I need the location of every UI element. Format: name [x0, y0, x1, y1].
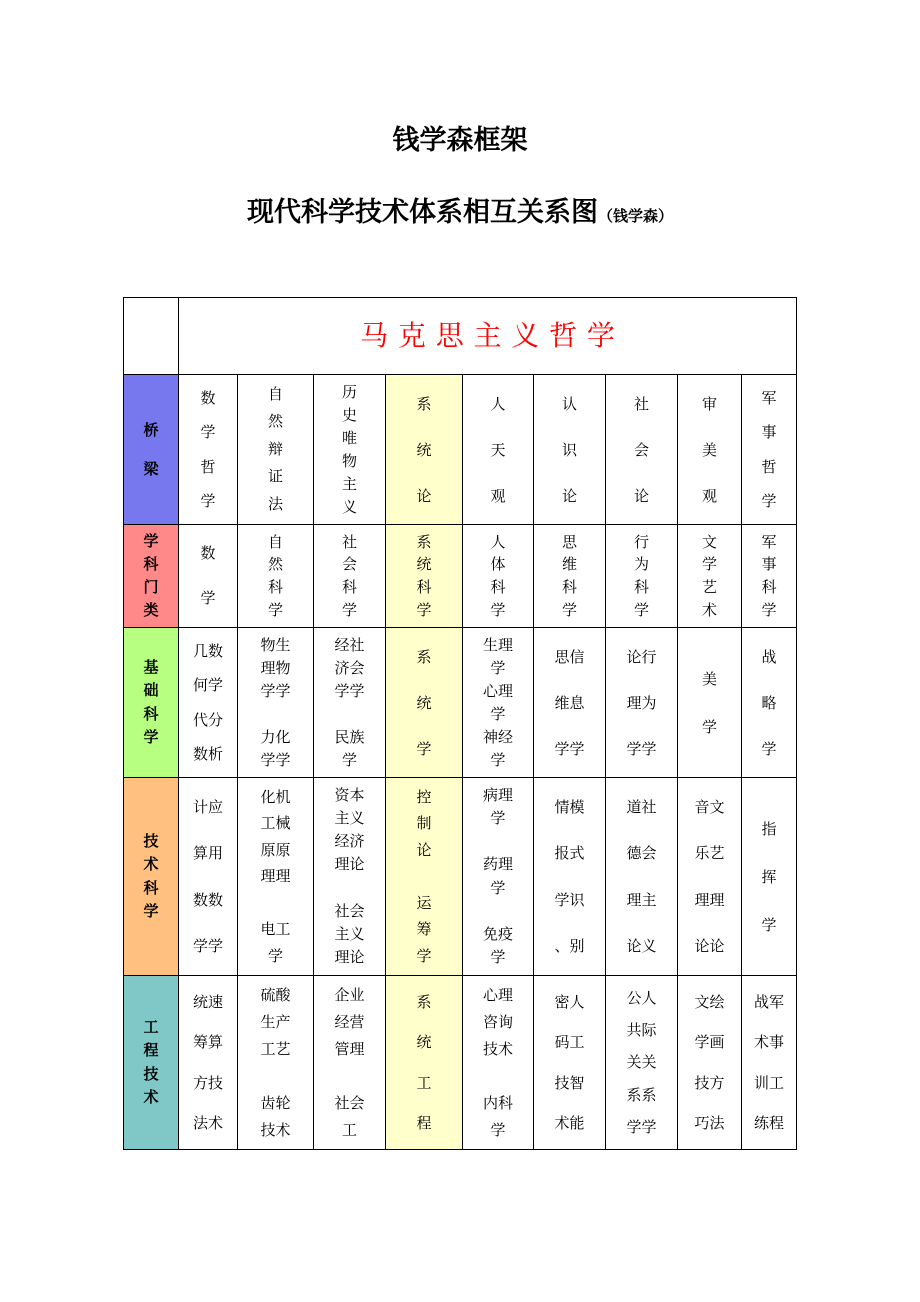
cell-text-line: 物生	[260, 635, 291, 654]
cell-text-line: 济会	[334, 658, 365, 677]
row-technical-science	[124, 778, 797, 976]
cell-text-line: 事	[761, 423, 777, 441]
cell-engineering-tech-6	[534, 976, 606, 1150]
cell-engineering-tech-2	[238, 976, 314, 1150]
philosophy-header-text: 马克思主义哲学	[360, 319, 625, 353]
cell-text-line: 电工	[260, 920, 291, 939]
cell-discipline-4	[386, 525, 463, 628]
cell-technical-science-8	[678, 778, 742, 976]
cell-text-line: 筹	[416, 920, 432, 939]
cell-text-line: 学	[761, 492, 777, 510]
cell-text-line: 社	[633, 394, 649, 413]
row-label-char: 技	[143, 1064, 159, 1083]
row-label-char: 梁	[143, 459, 159, 478]
cell-text-line: 数数	[192, 890, 223, 909]
cell-engineering-tech-1	[179, 976, 238, 1150]
cell-text-line: 学	[267, 600, 283, 619]
cell-text-line: 认	[561, 394, 577, 413]
row-basic-science	[124, 628, 797, 778]
cell-text-line: 理论	[334, 855, 365, 874]
cell-text-line: 学	[490, 948, 506, 967]
cell-text-line: 原原	[260, 840, 291, 859]
row-label-char: 桥	[143, 420, 159, 439]
cell-text-line: 程	[416, 1114, 432, 1132]
cell-bridge-3	[314, 375, 386, 525]
cell-text-line: 何学	[192, 676, 223, 694]
cell-discipline-3	[314, 525, 386, 628]
cell-text-line: 硫酸	[260, 985, 291, 1004]
cell-discipline-2	[238, 525, 314, 628]
cell-text-line: 系	[416, 394, 432, 413]
cell-text-line: 情模	[554, 797, 585, 816]
row-label-char: 科	[143, 704, 159, 723]
cell-text-line: 学	[200, 492, 216, 510]
row-label-bridge	[124, 375, 179, 525]
cell-text-line: 管理	[334, 1039, 365, 1058]
cell-text-line: 术	[701, 600, 717, 619]
cell-basic-science-3	[314, 628, 386, 778]
cell-text-line: 科	[561, 578, 577, 596]
cell-text-line: 计应	[192, 797, 223, 816]
subtitle-text: 现代科学技术体系相互关系图	[246, 197, 598, 228]
cell-text-line: 学学	[626, 1118, 657, 1137]
cell-text-line: 学	[701, 555, 717, 574]
cell-text-line: 会	[341, 555, 357, 574]
cell-basic-science-5	[463, 628, 534, 778]
cell-bridge-5	[463, 375, 534, 525]
philosophy-header	[179, 298, 797, 375]
cell-text-line: 统	[416, 1033, 432, 1051]
cell-text-line: 统速	[192, 992, 223, 1011]
cell-text-line: 主义	[334, 925, 365, 943]
cell-text-line: 哲	[761, 457, 777, 476]
cell-text-line: 历	[341, 382, 357, 401]
cell-text-line: 略	[761, 693, 777, 712]
cell-basic-science-6	[534, 628, 606, 778]
cell-text-line: 学	[761, 600, 777, 619]
cell-text-line: 练程	[753, 1114, 784, 1132]
cell-text-line: 学	[416, 946, 432, 965]
cell-text-line: 学学	[626, 739, 657, 758]
cell-text-line: 心理	[482, 681, 513, 700]
cell-text-line: 学	[341, 600, 357, 619]
cell-bridge-4	[386, 375, 463, 525]
cell-text-line: 美	[701, 669, 717, 688]
cell-text-line: 控	[416, 787, 432, 806]
cell-engineering-tech-9	[742, 976, 797, 1150]
cell-text-line: 物	[341, 451, 357, 470]
cell-text-line: 学	[633, 600, 649, 619]
row-label-char: 技	[143, 832, 159, 850]
cell-text-line: 技术	[260, 1120, 291, 1139]
row-label-char: 术	[143, 1087, 159, 1106]
cell-text-line: 化机	[260, 787, 291, 806]
cell-text-line: 挥	[761, 867, 777, 886]
cell-text-line: 民族	[334, 727, 365, 746]
cell-text-line: 理理	[694, 890, 725, 909]
cell-text-line: 观	[701, 486, 717, 505]
cell-text-line: 系	[416, 992, 432, 1011]
cell-text-line: 事	[761, 555, 777, 574]
row-label-char: 门	[143, 578, 159, 596]
cell-text-line: 指	[761, 819, 777, 838]
cell-text-line: 音文	[694, 797, 725, 816]
cell-text-line: 为	[633, 555, 649, 574]
cell-discipline-6	[534, 525, 606, 628]
cell-text-line: 学	[761, 915, 777, 934]
cell-text-line: 学	[701, 717, 717, 736]
cell-text-line: 学	[490, 600, 506, 619]
row-label-char: 程	[143, 1041, 159, 1060]
cell-text-line: 数	[200, 543, 216, 562]
cell-text-line: 战军	[753, 992, 784, 1011]
cell-text-line: 思信	[554, 647, 585, 666]
cell-text-line: 代分	[192, 710, 223, 729]
cell-text-line: 军	[761, 532, 777, 551]
cell-text-line: 辩	[267, 439, 283, 458]
cell-text-line: 报式	[554, 844, 585, 862]
cell-text-line: 学	[200, 589, 216, 607]
cell-text-line: 社会	[334, 1093, 365, 1112]
cell-text-line: 人	[490, 394, 506, 413]
cell-engineering-tech-3	[314, 976, 386, 1150]
cell-text-line: 方技	[192, 1073, 223, 1092]
cell-text-line: 学学	[260, 750, 291, 769]
row-label-char: 工	[143, 1018, 159, 1036]
cell-text-line: 密人	[554, 992, 585, 1011]
cell-text-line: 然	[267, 555, 283, 574]
cell-technical-science-1	[179, 778, 238, 976]
cell-text-line: 美	[701, 440, 717, 459]
cell-text-line: 思	[561, 532, 577, 551]
row-engineering-tech	[124, 976, 797, 1150]
cell-text-line: 哲	[200, 457, 216, 476]
cell-engineering-tech-7	[606, 976, 678, 1150]
cell-engineering-tech-5	[463, 976, 534, 1150]
cell-text-line: 论行	[626, 647, 657, 666]
row-label-char: 学	[143, 901, 159, 920]
row-bridge	[124, 375, 797, 525]
cell-text-line: 德会	[626, 844, 657, 862]
cell-text-line: 学	[490, 658, 506, 677]
row-label-char: 学	[143, 727, 159, 746]
cell-text-line: 科	[341, 578, 357, 596]
cell-text-line: 资本	[334, 785, 365, 804]
cell-text-line: 论	[633, 486, 649, 505]
cell-text-line: 免疫	[482, 925, 513, 943]
subtitle-note: （钱学森）	[597, 207, 673, 225]
cell-text-line: 主	[341, 474, 357, 493]
cell-text-line: 自	[267, 532, 283, 551]
cell-text-line: 学	[561, 600, 577, 619]
cell-technical-science-4	[386, 778, 463, 976]
cell-basic-science-2	[238, 628, 314, 778]
cell-text-line: 统	[416, 440, 432, 459]
cell-text-line: 经社	[334, 635, 365, 654]
cell-text-line: 社会	[334, 901, 365, 920]
cell-text-line: 理物	[260, 658, 291, 677]
cell-technical-science-9	[742, 778, 797, 976]
cell-text-line: 齿轮	[260, 1093, 291, 1112]
row-discipline	[124, 525, 797, 628]
cell-text-line: 会	[633, 440, 649, 459]
cell-bridge-9	[742, 375, 797, 525]
cell-text-line: 科	[416, 578, 432, 596]
cell-text-line: 技智	[554, 1073, 585, 1092]
cell-text-line: 力化	[260, 727, 291, 746]
cell-text-line: 自	[267, 384, 283, 403]
row-label-technical-science	[124, 778, 179, 976]
cell-text-line: 生产	[260, 1012, 291, 1031]
cell-discipline-9	[742, 525, 797, 628]
cell-text-line: 艺	[701, 578, 717, 596]
row-label-char: 学	[143, 531, 159, 550]
cell-discipline-8	[678, 525, 742, 628]
cell-text-line: 学	[490, 808, 506, 827]
document-title: 钱学森框架	[392, 125, 528, 156]
row-label-char: 科	[143, 878, 159, 897]
corner-cell	[124, 298, 179, 375]
row-label-engineering-tech	[124, 976, 179, 1150]
cell-technical-science-5	[463, 778, 534, 976]
cell-text-line: 科	[633, 578, 649, 596]
cell-text-line: 咨询	[482, 1012, 513, 1031]
cell-text-line: 学学	[334, 681, 365, 700]
cell-text-line: 学学	[192, 937, 223, 955]
cell-text-line: 学	[490, 878, 506, 897]
cell-text-line: 学画	[694, 1033, 725, 1051]
cell-text-line: 学	[267, 946, 283, 965]
cell-text-line: 工	[341, 1120, 357, 1139]
row-label-discipline	[124, 525, 179, 628]
cell-text-line: 审	[701, 394, 717, 413]
cell-text-line: 识	[561, 440, 577, 459]
cell-text-line: 工	[416, 1073, 432, 1092]
cell-text-line: 企业	[334, 985, 365, 1004]
cell-text-line: 共际	[626, 1020, 657, 1039]
cell-text-line: 学	[341, 750, 357, 769]
row-label-char: 类	[143, 601, 159, 620]
cell-text-line: 军	[761, 388, 777, 407]
cell-discipline-7	[606, 525, 678, 628]
cell-text-line: 学	[490, 704, 506, 723]
cell-basic-science-7	[606, 628, 678, 778]
cell-text-line: 学	[416, 739, 432, 758]
cell-text-line: 法术	[192, 1114, 223, 1132]
cell-text-line: 论	[416, 840, 432, 859]
cell-text-line: 术能	[554, 1114, 585, 1132]
cell-technical-science-6	[534, 778, 606, 976]
row-label-char: 基	[143, 658, 159, 676]
cell-text-line: 人	[490, 532, 506, 551]
cell-text-line: 学学	[260, 681, 291, 700]
cell-text-line: 内科	[482, 1093, 513, 1112]
cell-text-line: 学识	[554, 890, 585, 909]
cell-text-line: 病理	[482, 785, 513, 804]
cell-text-line: 史	[341, 405, 357, 424]
cell-text-line: 几数	[192, 641, 223, 660]
cell-text-line: 唯	[341, 428, 357, 447]
cell-text-line: 巧法	[694, 1114, 725, 1132]
cell-text-line: 学	[490, 1120, 506, 1139]
cell-text-line: 道社	[626, 797, 657, 816]
cell-bridge-7	[606, 375, 678, 525]
cell-text-line: 论论	[694, 937, 725, 955]
cell-discipline-5	[463, 525, 534, 628]
row-label-char: 术	[143, 855, 159, 874]
cell-text-line: 经济	[334, 832, 365, 850]
row-label-char: 础	[143, 681, 159, 700]
cell-bridge-6	[534, 375, 606, 525]
cell-text-line: 科	[490, 578, 506, 596]
cell-text-line: 文	[701, 532, 717, 551]
cell-discipline-1	[179, 525, 238, 628]
cell-text-line: 学	[490, 750, 506, 769]
cell-bridge-8	[678, 375, 742, 525]
cell-text-line: 经营	[334, 1012, 365, 1031]
cell-text-line: 文绘	[694, 992, 725, 1011]
cell-text-line: 科	[267, 578, 283, 596]
cell-text-line: 观	[490, 486, 506, 505]
cell-text-line: 技术	[482, 1039, 513, 1058]
cell-engineering-tech-8	[678, 976, 742, 1150]
cell-text-line: 心理	[482, 985, 513, 1004]
cell-text-line: 义	[341, 497, 357, 516]
cell-text-line: 系	[416, 647, 432, 666]
cell-text-line: 维息	[554, 693, 585, 712]
cell-text-line: 筹算	[192, 1033, 223, 1051]
cell-text-line: 工械	[260, 814, 291, 833]
cell-text-line: 系系	[626, 1085, 657, 1104]
cell-text-line: 术事	[753, 1033, 784, 1051]
cell-text-line: 算用	[192, 844, 223, 862]
cell-text-line: 码工	[554, 1033, 585, 1051]
cell-text-line: 论义	[626, 937, 657, 955]
cell-text-line: 药理	[482, 855, 513, 874]
cell-text-line: 论	[416, 486, 432, 505]
cell-text-line: 学学	[554, 739, 585, 758]
cell-text-line: 理理	[260, 867, 291, 886]
cell-text-line: 工艺	[260, 1039, 291, 1058]
cell-text-line: 理主	[626, 890, 657, 909]
cell-text-line: 生理	[482, 635, 513, 654]
cell-text-line: 理论	[334, 948, 365, 967]
cell-bridge-1	[179, 375, 238, 525]
cell-text-line: 数	[200, 388, 216, 407]
document-subtitle	[0, 190, 920, 229]
cell-technical-science-7	[606, 778, 678, 976]
row-label-char: 科	[143, 554, 159, 573]
cell-basic-science-1	[179, 628, 238, 778]
cell-text-line: 学	[761, 739, 777, 758]
cell-text-line: 系	[416, 532, 432, 551]
cell-text-line: 社	[341, 532, 357, 551]
cell-text-line: 体	[490, 555, 506, 574]
cell-basic-science-9	[742, 628, 797, 778]
cell-text-line: 法	[267, 494, 283, 513]
cell-text-line: 数析	[192, 745, 223, 763]
cell-text-line: 理为	[626, 693, 657, 712]
cell-text-line: 主义	[334, 808, 365, 827]
cell-text-line: 运	[416, 893, 432, 912]
cell-text-line: 证	[267, 467, 283, 486]
cell-text-line: 科	[761, 578, 777, 596]
cell-text-line: 论	[561, 486, 577, 505]
cell-text-line: 、别	[554, 937, 585, 955]
cell-text-line: 学	[200, 423, 216, 441]
cell-bridge-2	[238, 375, 314, 525]
cell-basic-science-8	[678, 628, 742, 778]
cell-technical-science-3	[314, 778, 386, 976]
cell-engineering-tech-4	[386, 976, 463, 1150]
cell-text-line: 公人	[626, 988, 657, 1007]
science-system-table	[123, 297, 797, 1150]
cell-technical-science-2	[238, 778, 314, 976]
cell-text-line: 学	[416, 600, 432, 619]
cell-text-line: 然	[267, 412, 283, 431]
cell-text-line: 训工	[753, 1073, 784, 1092]
header-row	[124, 298, 797, 375]
cell-text-line: 关关	[626, 1053, 657, 1072]
cell-text-line: 行	[633, 532, 649, 551]
cell-text-line: 统	[416, 693, 432, 712]
row-label-basic-science	[124, 628, 179, 778]
cell-text-line: 统	[416, 555, 432, 574]
cell-basic-science-4	[386, 628, 463, 778]
cell-text-line: 制	[416, 814, 432, 833]
cell-text-line: 战	[761, 647, 777, 666]
cell-text-line: 天	[490, 440, 506, 459]
cell-text-line: 乐艺	[694, 844, 725, 862]
cell-text-line: 维	[561, 555, 577, 574]
cell-text-line: 神经	[482, 727, 513, 746]
cell-text-line: 技方	[694, 1073, 725, 1092]
